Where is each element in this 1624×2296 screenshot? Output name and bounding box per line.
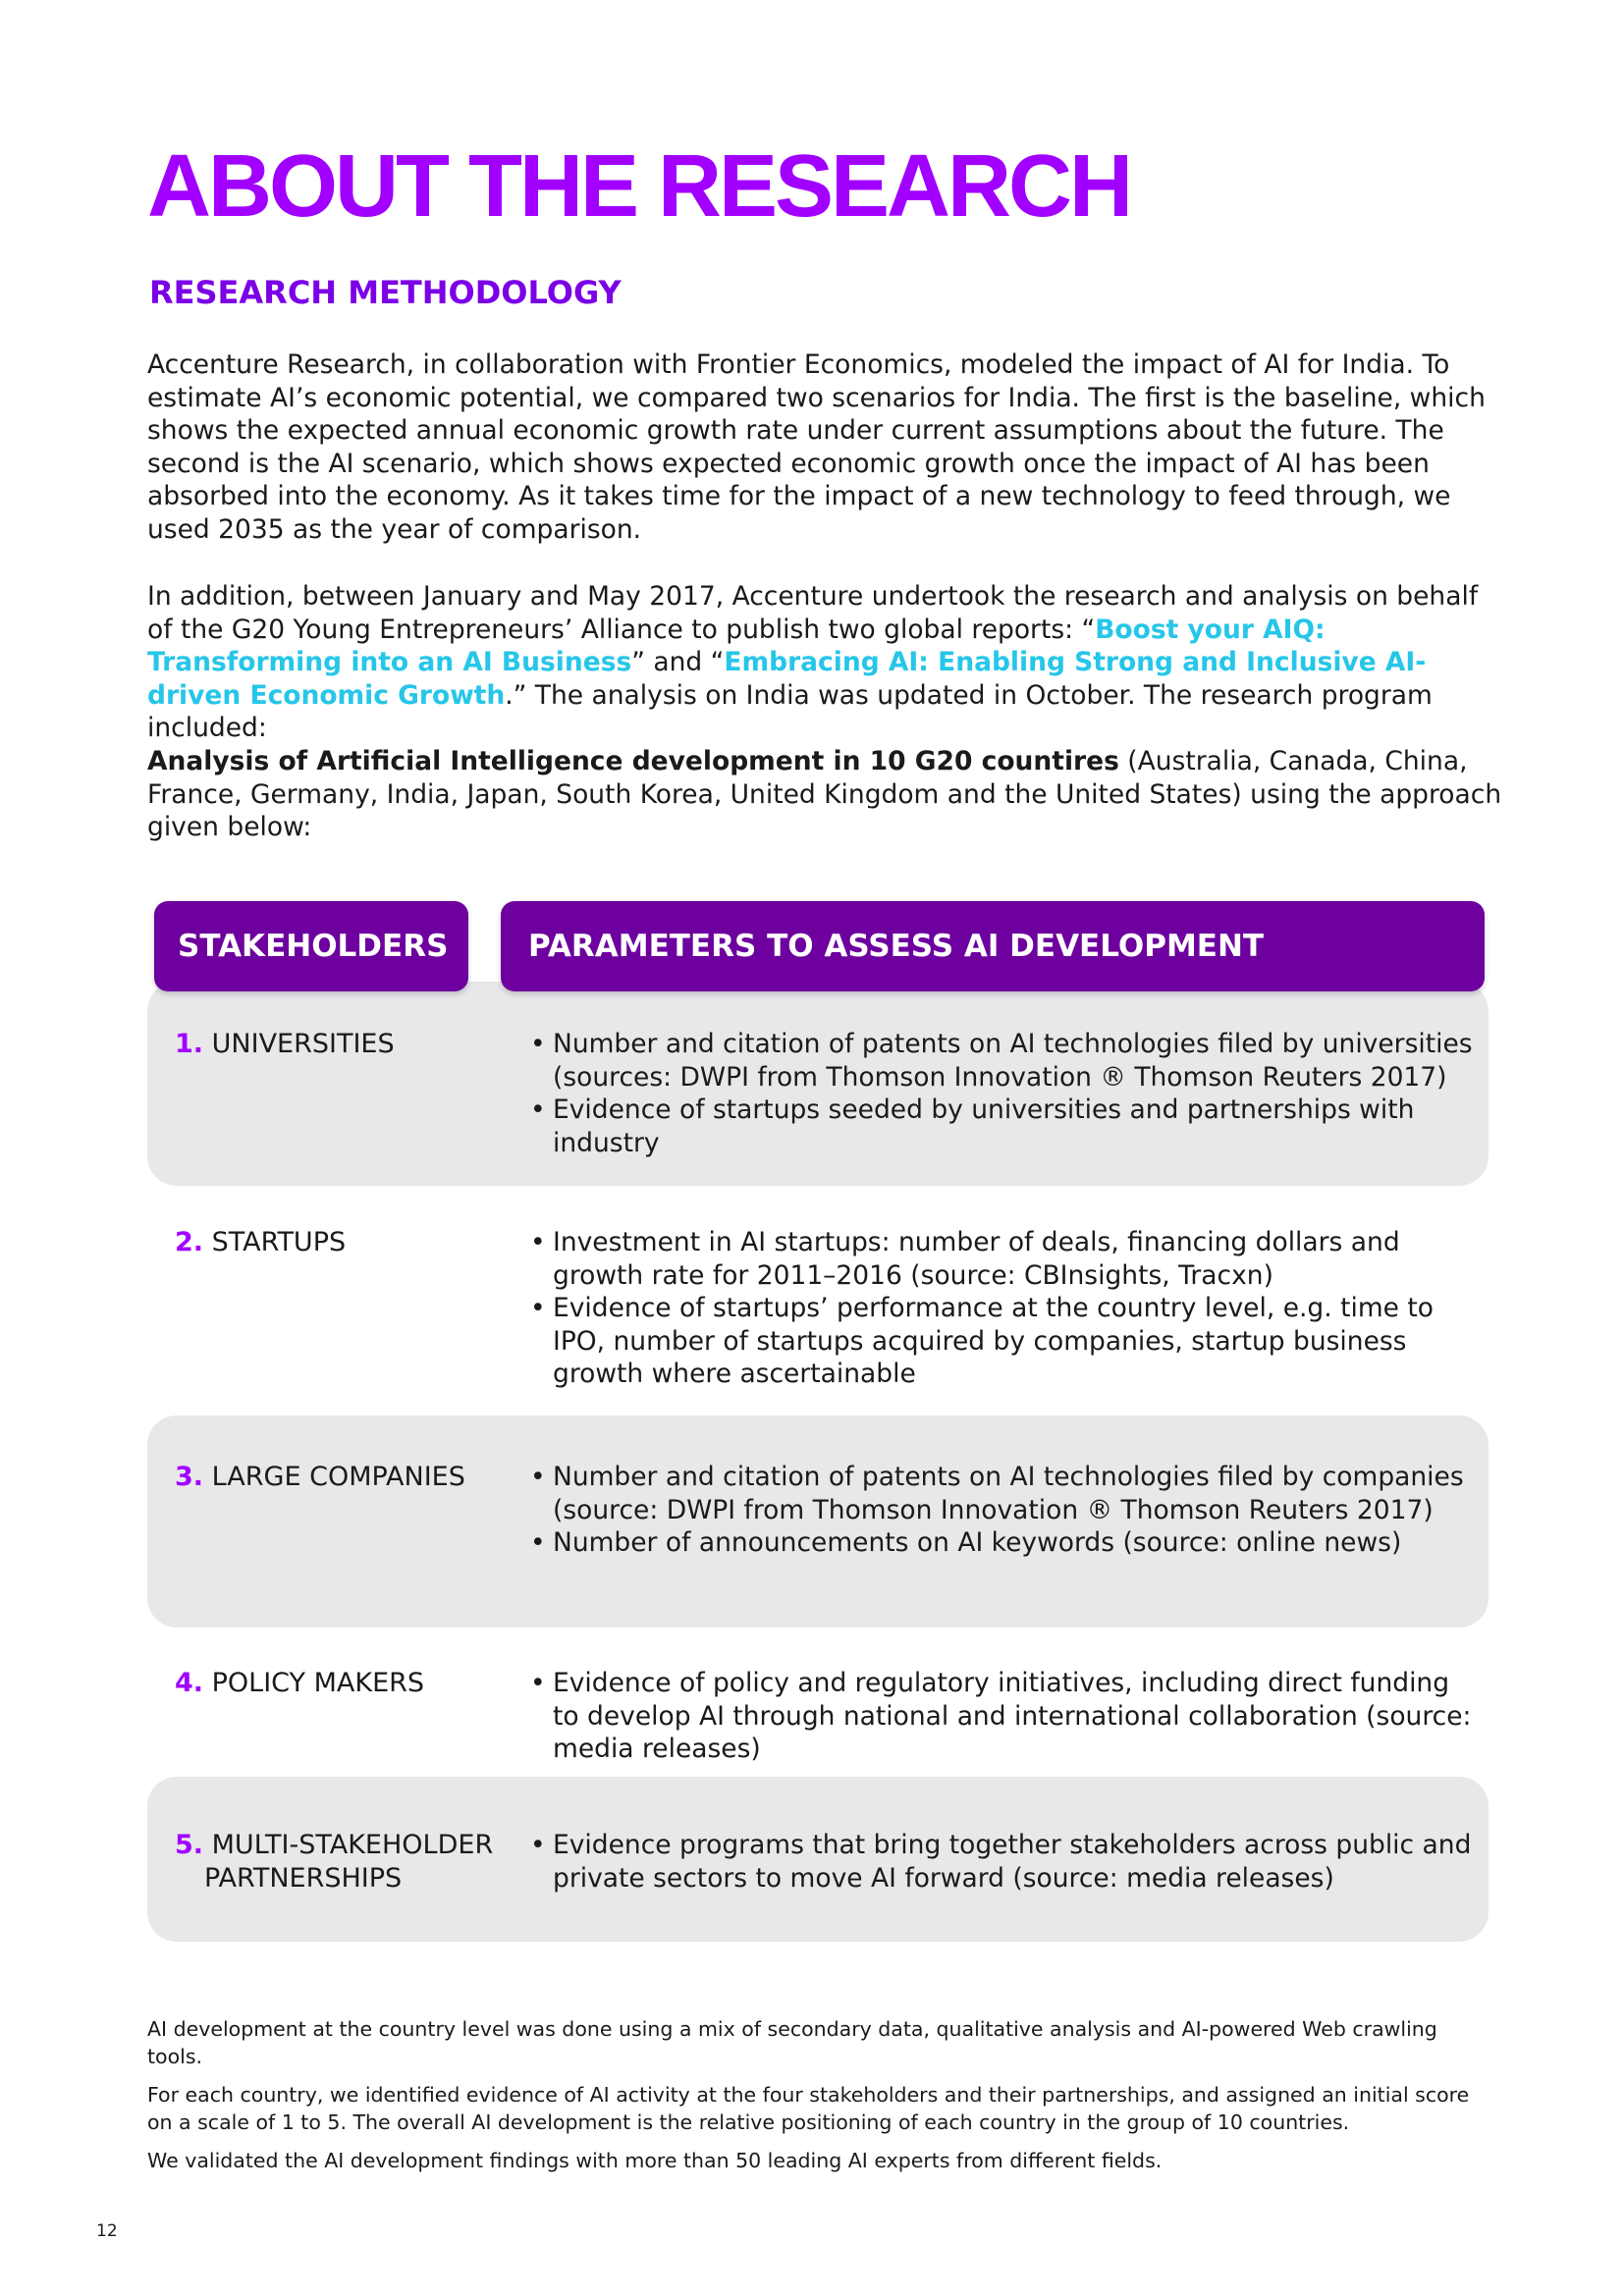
footnote-1: AI development at the country level was done using a mix of secondary data, qualitative analysis and AI-powered Web crawling tools. (147, 2017, 1437, 2068)
stakeholder-number: 1. (175, 1029, 204, 1059)
parameters-list-startups (530, 1226, 1473, 1391)
intro-paragraph-2-text-c: .” The analysis on India was updated in October. The research program included: (147, 679, 1433, 743)
stakeholder-startups (175, 1226, 346, 1259)
section-heading: RESEARCH METHODOLOGY (149, 274, 622, 311)
intro-paragraph-3 (147, 745, 1502, 844)
parameters-list-policy-makers (530, 1667, 1473, 1766)
parameter-item: • Investment in AI startups: number of deals, financing dollars and growth rate for 2011–2016 (source: CBInsights, Tracxn) (530, 1226, 1473, 1292)
parameter-item: • Number and citation of patents on AI technologies filed by universities (sources: DWPI from Thomson Innovation ® Thomson Reuters 2017) (530, 1028, 1473, 1094)
stakeholder-label: POLICY MAKERS (211, 1668, 425, 1698)
analysis-heading-bold: Analysis of Artificial Intelligence development in 10 G20 countires (147, 746, 1119, 776)
parameter-item: • Number of announcements on AI keywords (source: online news) (530, 1526, 1473, 1560)
analysis-country-list: (Australia, Canada, China, France, Germany, India, Japan, South Korea, United Kingdom and the United States) using the approach given below: (147, 746, 1502, 842)
intro-paragraph-1: Accenture Research, in collaboration with Frontier Economics, modeled the impact of AI for India. To estimate AI’s economic potential, we compared two scenarios for India. The first is the baseline, which shows the expected annual economic growth rate under current assumptions about the future. The second is the AI scenario, which shows expected economic growth once the impact of AI has been absorbed into the economy. As it takes time for the impact of a new technology to feed through, we used 2035 as the year of comparison. (147, 349, 1486, 545)
parameters-list-large-companies (530, 1461, 1473, 1560)
parameters-list-universities (530, 1028, 1473, 1159)
parameter-item: • Evidence programs that bring together stakeholders across public and private sectors to move AI forward (source: media releases) (530, 1829, 1473, 1895)
parameter-item: • Evidence of startups’ performance at the country level, e.g. time to IPO, number of startups acquired by companies, startup business growth where ascertainable (530, 1292, 1473, 1391)
stakeholder-policy-makers (175, 1667, 424, 1700)
footnote-3: We validated the AI development findings with more than 50 leading AI experts from different fields. (147, 2149, 1163, 2172)
stakeholder-label: LARGE COMPANIES (211, 1462, 465, 1492)
stakeholder-number: 4. (175, 1668, 204, 1698)
parameters-header: PARAMETERS TO ASSESS AI DEVELOPMENT (501, 901, 1485, 991)
stakeholder-large-companies (175, 1461, 465, 1494)
intro-paragraph-2-text-b: ” and “ (631, 647, 725, 677)
stakeholder-universities (175, 1028, 395, 1061)
stakeholder-number: 2. (175, 1227, 204, 1257)
parameters-list-multi-stakeholder (530, 1829, 1473, 1895)
embracing-ai-report-link[interactable]: Embracing AI: Enabling Strong and Inclusive AI-driven Economic Growth (147, 647, 1427, 711)
footnote-2: For each country, we identified evidence of AI activity at the four stakeholders and their partnerships, and assigned an initial score on a scale of 1 to 5. The overall AI development is the relative positioning of each country in the group of 10 countries. (147, 2083, 1470, 2134)
stakeholders-header: STAKEHOLDERS (154, 901, 468, 991)
page-title: ABOUT THE RESEARCH (147, 137, 1131, 236)
intro-paragraph-2 (147, 580, 1502, 745)
stakeholder-label: MULTI-STAKEHOLDER (211, 1830, 494, 1860)
stakeholder-label-continued: PARTNERSHIPS (204, 1862, 403, 1894)
page-number: 12 (96, 2221, 118, 2241)
boost-your-aiq-report-link[interactable]: Boost your AIQ: Transforming into an AI Business (147, 614, 1326, 677)
intro-paragraph-2-text-a: In addition, between January and May 2017, Accenture undertook the research and analysis on behalf of the G20 Young Entrepreneurs’ Alliance to publish two global reports: “ (147, 581, 1479, 645)
parameter-item: • Evidence of startups seeded by universities and partnerships with industry (530, 1094, 1473, 1159)
stakeholder-number: 5. (175, 1830, 204, 1860)
stakeholder-multi-stakeholder-partnerships (175, 1829, 493, 1895)
stakeholder-label: STARTUPS (211, 1227, 347, 1257)
parameter-item: • Number and citation of patents on AI technologies filed by companies (source: DWPI from Thomson Innovation ® Thomson Reuters 2017) (530, 1461, 1473, 1526)
parameter-item: • Evidence of policy and regulatory initiatives, including direct funding to develop AI through national and international collaboration (source: media releases) (530, 1667, 1473, 1766)
stakeholder-label: UNIVERSITIES (211, 1029, 395, 1059)
stakeholder-number: 3. (175, 1462, 204, 1492)
